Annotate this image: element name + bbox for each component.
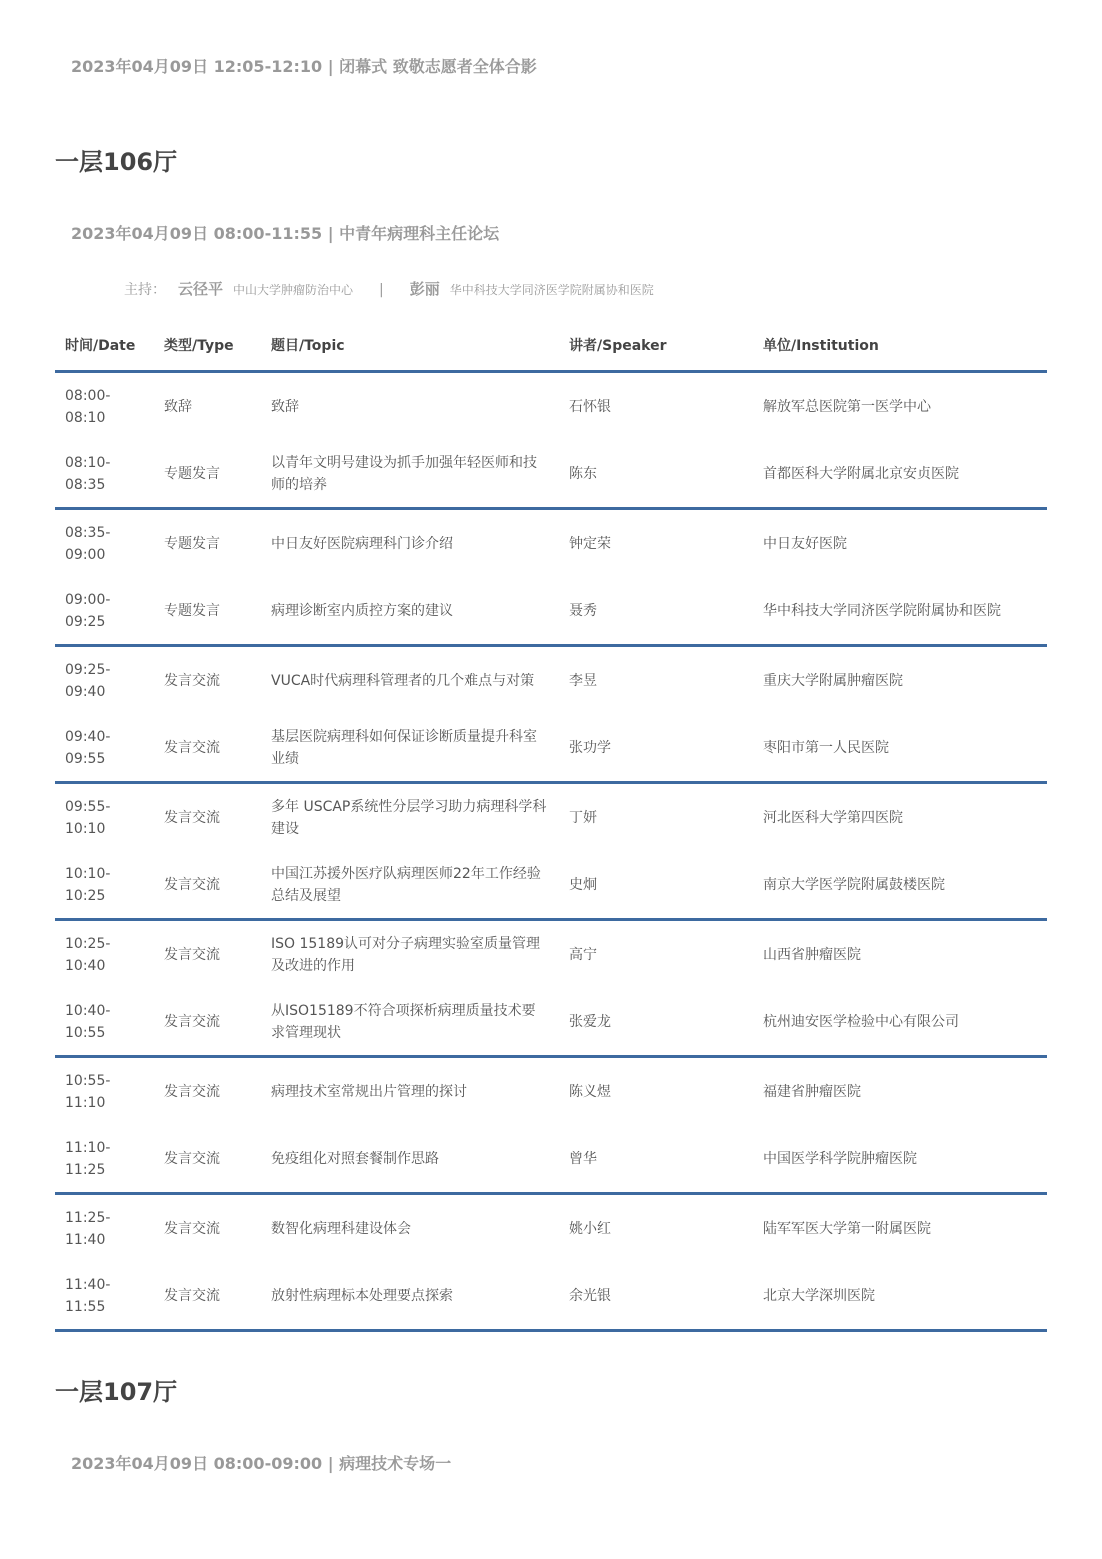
topic-cell: 基层医院病理科如何保证诊断质量提升科室业绩 (261, 714, 559, 783)
type-cell: 发言交流 (154, 851, 261, 920)
table-row (55, 1125, 1047, 1194)
schedule-table (55, 320, 1047, 1332)
host-name: 彭丽 (409, 280, 440, 298)
hall-107-title: 一层107厅 (55, 1378, 178, 1406)
topic-cell: 免疫组化对照套餐制作思路 (261, 1125, 559, 1194)
speaker-cell: 史炯 (559, 851, 753, 920)
speaker-cell: 姚小红 (569, 1220, 611, 1237)
speaker-cell: 李昱 (569, 672, 597, 689)
type-cell: 发言交流 (154, 988, 261, 1057)
topic-cell: ISO 15189认可对分子病理实验室质量管理及改进的作用 (271, 935, 541, 974)
type-cell: 发言交流 (164, 1220, 220, 1237)
institution-cell: 中日友好医院 (763, 535, 847, 552)
type-cell: 发言交流 (164, 946, 220, 963)
institution-cell: 重庆大学附属肿瘤医院 (763, 672, 903, 689)
time-cell: 10:55- 11:10 (65, 1072, 111, 1111)
type-cell: 发言交流 (154, 1262, 261, 1331)
type-cell: 发言交流 (154, 1125, 261, 1194)
host-row (124, 278, 654, 299)
table-row (55, 577, 1047, 646)
time-cell: 11:10- 11:25 (55, 1125, 154, 1194)
speaker-cell: 余光银 (559, 1262, 753, 1331)
topic-cell: 致辞 (271, 398, 299, 415)
table-header-row (55, 320, 1047, 372)
table-row (55, 1262, 1047, 1331)
topic-cell: 中日友好医院病理科门诊介绍 (271, 535, 453, 552)
institution-cell: 杭州迪安医学检验中心有限公司 (753, 988, 1047, 1057)
institution-cell: 中国医学科学院肿瘤医院 (753, 1125, 1047, 1194)
institution-cell: 华中科技大学同济医学院附属协和医院 (753, 577, 1047, 646)
topic-cell: 数智化病理科建设体会 (271, 1220, 411, 1237)
institution-cell: 福建省肿瘤医院 (763, 1083, 861, 1100)
host-label: 主持： (124, 282, 166, 298)
topic-cell: VUCA时代病理科管理者的几个难点与对策 (271, 672, 535, 689)
table-row (55, 509, 1047, 578)
speaker-cell: 石怀银 (569, 398, 611, 415)
header-institution: 单位/Institution (753, 320, 1047, 372)
table-row (55, 372, 1047, 441)
topic-cell: 病理诊断室内质控方案的建议 (261, 577, 559, 646)
table-row (55, 1057, 1047, 1126)
time-cell: 10:10- 10:25 (55, 851, 154, 920)
speaker-cell: 陈东 (559, 440, 753, 509)
header-topic: 题目/Topic (261, 320, 559, 372)
topic-cell: 病理技术室常规出片管理的探讨 (271, 1083, 467, 1100)
table-row (55, 851, 1047, 920)
host-institution: 华中科技大学同济医学院附属协和医院 (449, 283, 654, 297)
speaker-cell: 曾华 (559, 1125, 753, 1194)
speaker-cell: 聂秀 (559, 577, 753, 646)
hall-106-title: 一层106厅 (55, 148, 178, 176)
speaker-cell: 张功学 (559, 714, 753, 783)
type-cell: 发言交流 (154, 714, 261, 783)
time-cell: 09:40- 09:55 (55, 714, 154, 783)
institution-cell: 枣阳市第一人民医院 (753, 714, 1047, 783)
speaker-cell: 张爱龙 (559, 988, 753, 1057)
institution-cell: 南京大学医学院附属鼓楼医院 (753, 851, 1047, 920)
type-cell: 专题发言 (154, 440, 261, 509)
speaker-cell: 陈义煜 (569, 1083, 611, 1100)
institution-cell: 首都医科大学附属北京安贞医院 (753, 440, 1047, 509)
header-speaker: 讲者/Speaker (559, 320, 753, 372)
closing-session-line: 2023年04月09日 12:05-12:10 | 闭幕式 致敬志愿者全体合影 (71, 57, 537, 76)
type-cell: 发言交流 (164, 672, 220, 689)
topic-cell: 多年 USCAP系统性分层学习助力病理科学科建设 (271, 798, 547, 837)
speaker-cell: 高宁 (569, 946, 597, 963)
table-row (55, 783, 1047, 852)
type-cell: 专题发言 (164, 535, 220, 552)
time-cell: 09:55- 10:10 (65, 798, 111, 837)
header-type: 类型/Type (154, 320, 261, 372)
type-cell: 发言交流 (164, 809, 220, 826)
speaker-cell: 丁妍 (569, 809, 597, 826)
time-cell: 10:25- 10:40 (65, 935, 111, 974)
institution-cell: 解放军总医院第一医学中心 (763, 398, 931, 415)
type-cell: 专题发言 (154, 577, 261, 646)
time-cell: 10:40- 10:55 (55, 988, 154, 1057)
time-cell: 08:00- 08:10 (65, 387, 111, 426)
topic-cell: 以青年文明号建设为抓手加强年轻医师和技师的培养 (261, 440, 559, 509)
institution-cell: 北京大学深圳医院 (753, 1262, 1047, 1331)
time-cell: 09:00- 09:25 (55, 577, 154, 646)
hall-107-session-line: 2023年04月09日 08:00-09:00 | 病理技术专场一 (71, 1454, 452, 1473)
table-row (55, 646, 1047, 715)
table-row (55, 440, 1047, 509)
table-row (55, 920, 1047, 989)
host-name: 云径平 (178, 280, 224, 298)
time-cell: 09:25- 09:40 (65, 661, 111, 700)
hall-106-session-line: 2023年04月09日 08:00-11:55 | 中青年病理科主任论坛 (71, 224, 500, 243)
topic-cell: 放射性病理标本处理要点探索 (261, 1262, 559, 1331)
institution-cell: 陆军军医大学第一附属医院 (763, 1220, 931, 1237)
time-cell: 11:25- 11:40 (65, 1209, 111, 1248)
header-date: 时间/Date (55, 320, 154, 372)
topic-cell: 中国江苏援外医疗队病理医师22年工作经验总结及展望 (261, 851, 559, 920)
topic-cell: 从ISO15189不符合项探析病理质量技术要求管理现状 (261, 988, 559, 1057)
institution-cell: 河北医科大学第四医院 (763, 809, 903, 826)
speaker-cell: 钟定荣 (569, 535, 611, 552)
host-institution: 中山大学肿瘤防治中心 (233, 283, 354, 297)
time-cell: 11:40- 11:55 (55, 1262, 154, 1331)
time-cell: 08:35- 09:00 (65, 524, 111, 563)
table-row (55, 1194, 1047, 1263)
time-cell: 08:10- 08:35 (55, 440, 154, 509)
type-cell: 致辞 (164, 398, 192, 415)
table-row (55, 988, 1047, 1057)
type-cell: 发言交流 (164, 1083, 220, 1100)
institution-cell: 山西省肿瘤医院 (763, 946, 861, 963)
table-row (55, 714, 1047, 783)
host-separator: | (379, 282, 384, 298)
